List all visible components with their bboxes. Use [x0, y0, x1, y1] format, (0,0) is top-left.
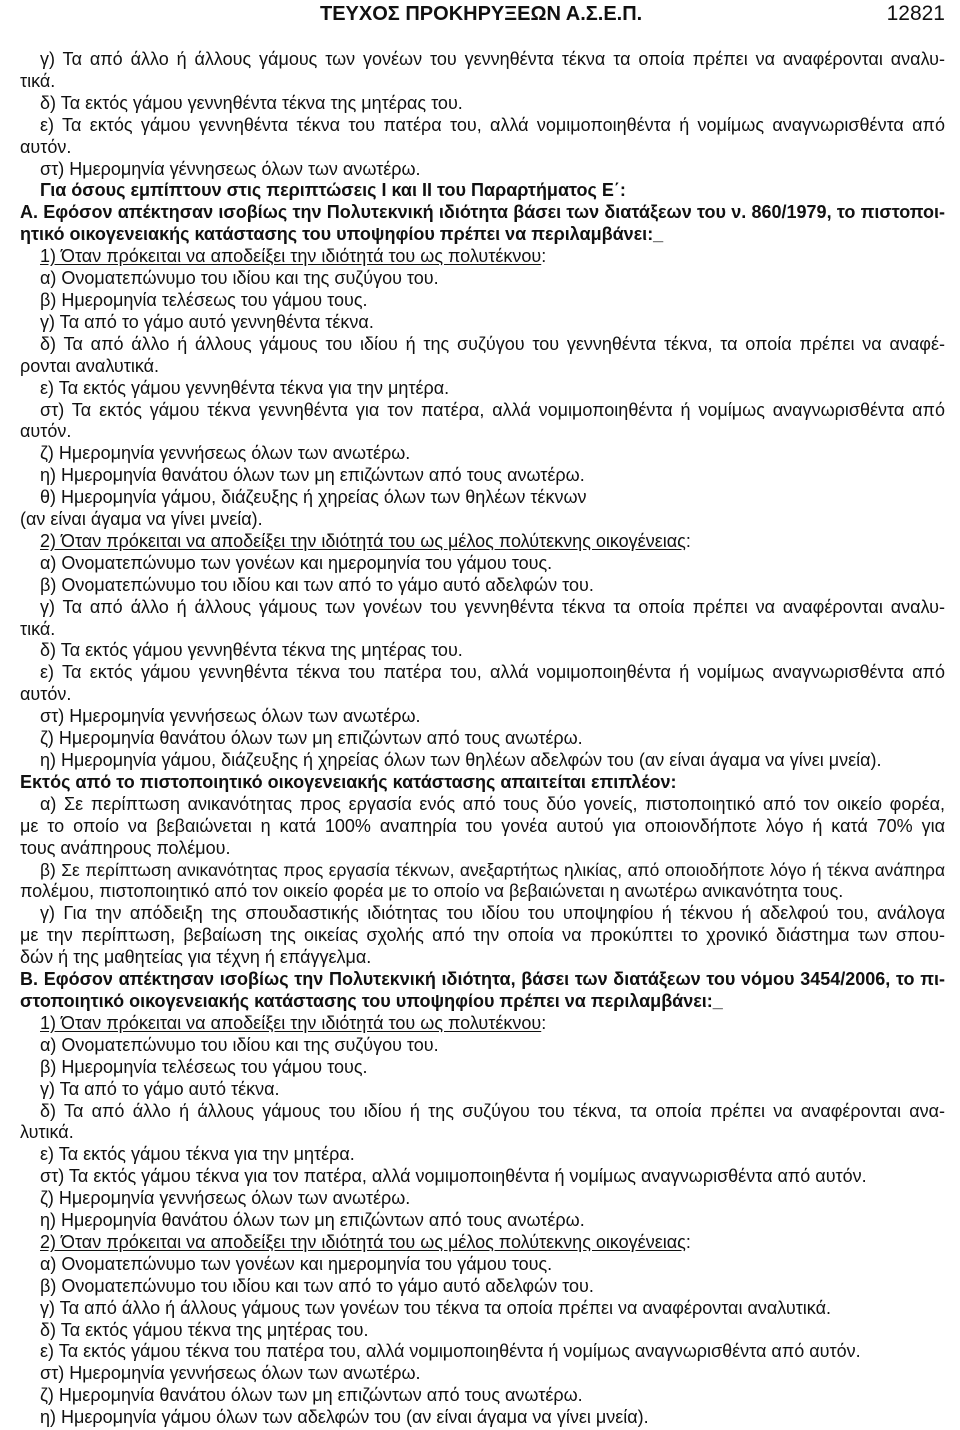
list-item: θ) Ημερομηνία γάμου, διάζευξης ή χηρείας όλων των θηλέων τέκνων	[40, 487, 587, 508]
subsection-title	[20, 531, 945, 553]
list-item: δ) Τα εκτός γάμου γεννηθέντα τέκνα της μητέρας του.	[40, 640, 463, 661]
list-item-continuation: τικά.	[20, 70, 56, 91]
list-item: στ) Ημερομηνία γεννήσεως όλων των ανωτέρω.	[40, 1363, 421, 1384]
list-item: ε) Τα εκτός γάμου γεννηθέντα τέκνα για την μητέρα.	[40, 377, 450, 398]
list-item: β) Ονοματεπώνυμο του ιδίου και των από το γάμο αυτό αδελφών του.	[40, 574, 594, 595]
list-item: γ) Για την απόδειξη της σπουδαστικής ιδιότητας του ιδίου του υποψηφίου ή τέκνου ή αδελφού του, ανάλογα	[40, 903, 945, 924]
list-item-continuation: δών ή της μαθητείας για τέχνη ή επάγγελμα.	[20, 947, 372, 968]
subsection-title-colon: :	[685, 1231, 691, 1252]
subsection-title-colon: :	[685, 530, 691, 551]
list-item-continuation: (αν είναι άγαμα να γίνει μνεία).	[20, 509, 263, 530]
list-item: ε) Τα εκτός γάμου τέκνα του πατέρα του, αλλά νομιμοποιηθέντα ή νομίμως αναγνωρισθέντα από αυτόν.	[40, 1341, 861, 1362]
list-item: α) Ονοματεπώνυμο του ιδίου και της συζύγου του.	[40, 1034, 439, 1055]
section-heading-continuation: στοποιητικό οικογενειακής κατάστασης του υποψηφίου πρέπει να περιλαμβάνει:_	[20, 990, 723, 1011]
list-item: β) Ημερομηνία τελέσεως του γάμου τους.	[40, 289, 368, 310]
list-item: στ) Τα εκτός γάμου τέκνα για τον πατέρα, αλλά νομιμοποιηθέντα ή νομίμως αναγνωρισθέντα από αυτόν.	[40, 1166, 867, 1187]
list-item: η) Ημερομηνία θανάτου όλων των μη επιζώντων από τους ανωτέρω.	[40, 1210, 585, 1231]
list-item: στ) Ημερομηνία γέννησεως όλων των ανωτέρω.	[40, 158, 421, 179]
subsection-title	[20, 1232, 945, 1254]
list-item: ε) Τα εκτός γάμου γεννηθέντα τέκνα του πατέρα του, αλλά νομιμοποιηθέντα ή νομίμως αναγνωρισθέντα από	[40, 114, 945, 135]
subsection-title-text: 1) Όταν πρόκειται να αποδείξει την ιδιότητά του ως πολυτέκνου	[40, 1012, 542, 1033]
list-item: ε) Τα εκτός γάμου γεννηθέντα τέκνα του πατέρα του, αλλά νομιμοποιηθέντα ή νομίμως αναγνωρισθέντα από	[40, 662, 945, 683]
list-item: δ) Τα εκτός γάμου γεννηθέντα τέκνα της μητέρας του.	[40, 92, 463, 113]
list-item: α) Ονοματεπώνυμο του ιδίου και της συζύγου του.	[40, 268, 439, 289]
list-item-continuation: τικά.	[20, 618, 56, 639]
list-item: γ) Τα από άλλο ή άλλους γάμους των γονέων του γεννηθέντα τέκνα τα οποία πρέπει να αναφέρονται αναλυ-	[40, 49, 945, 69]
section-heading: Για όσους εμπίπτουν στις περιπτώσεις I και II του Παραρτήματος Ε΄:	[40, 180, 626, 201]
section-heading-continuation: ητικό οικογενειακής κατάστασης του υποψηφίου πρέπει να περιλαμβάνει:_	[20, 224, 664, 245]
list-item-continuation: τους ανάπηρους πολέμου.	[20, 837, 231, 858]
list-item: η) Ημερομηνία θανάτου όλων των μη επιζώντων από τους ανωτέρω.	[40, 465, 585, 486]
list-item-continuation: με το οποίο να βεβαιώνεται η κατά 100% αναπηρία του γονέα αυτού για οποιονδήποτε λόγο ή κατά 70% για	[20, 815, 945, 836]
list-item: δ) Τα από άλλο ή άλλους γάμους του ιδίου ή της συζύγου του τέκνα, τα οποία πρέπει να αναφέρονται ανα-	[40, 1100, 945, 1121]
list-item: ζ) Ημερομηνία θανάτου όλων των μη επιζώντων από τους ανωτέρω.	[40, 728, 583, 749]
subsection-title-colon: :	[541, 246, 547, 267]
subsection-title-text: 1) Όταν πρόκειται να αποδείξει την ιδιότητά του ως πολυτέκνου	[40, 246, 542, 267]
section-heading-a: Α. Εφόσον απέκτησαν ισοβίως την Πολυτεκνική ιδιότητα βάσει των διατάξεων του ν. 860/1979, το πιστοποι-	[20, 202, 945, 223]
list-item: α) Σε περίπτωση ανικανότητας προς εργασία ενός από τους δύο γονείς, πιστοποιητικό από τον οικείο φορέα,	[40, 793, 945, 814]
list-item: στ) Τα εκτός γάμου τέκνα γεννηθέντα για τον πατέρα, αλλά νομιμοποιηθέντα ή νομίμως αναγνωρισθέντα από	[40, 399, 945, 420]
list-item: γ) Τα από άλλο ή άλλους γάμους των γονέων του γεννηθέντα τέκνα τα οποία πρέπει να αναφέρονται αναλυ-	[40, 596, 945, 617]
subsection-title	[20, 246, 945, 268]
list-item-continuation: λυτικά.	[20, 1122, 74, 1143]
list-item: γ) Τα από άλλο ή άλλους γάμους των γονέων του τέκνα τα οποία πρέπει να αναφέρονται αναλυτικά.	[40, 1297, 831, 1318]
list-item: δ) Τα από άλλο ή άλλους γάμους του ιδίου ή της συζύγου του γεννηθέντα τέκνα, τα οποία πρέπει να αναφέ-	[40, 333, 945, 354]
section-heading-b: Β. Εφόσον απέκτησαν ισοβίως την Πολυτεκνική ιδιότητα, βάσει των διατάξεων του νόμου 3454/2006, το πι-	[20, 969, 945, 990]
list-item: α) Ονοματεπώνυμο των γονέων και ημερομηνία του γάμου τους.	[40, 552, 553, 573]
subsection-title-colon: :	[541, 1012, 547, 1033]
page-number: 12821	[886, 2, 945, 25]
subsection-title	[20, 1013, 945, 1035]
list-item: ζ) Ημερομηνία θανάτου όλων των μη επιζώντων από τους ανωτέρω.	[40, 1385, 583, 1406]
list-item-continuation: με την περίπτωση, βεβαίωση της οικείας σχολής από την οποία να προκύπτει το χρονικό διάστημα των σπου-	[20, 925, 945, 946]
section-heading-extra-requirements: Εκτός από το πιστοποιητικό οικογενειακής κατάστασης απαιτείται επιπλέον:	[20, 771, 677, 792]
list-item: ε) Τα εκτός γάμου τέκνα για την μητέρα.	[40, 1144, 355, 1165]
list-item: β) Ονοματεπώνυμο του ιδίου και των από το γάμο αυτό αδελφών του.	[40, 1275, 594, 1296]
list-item: δ) Τα εκτός γάμου τέκνα της μητέρας του.	[40, 1319, 369, 1340]
document-body	[20, 49, 945, 1429]
list-item-continuation: αυτόν.	[20, 684, 72, 705]
list-item: στ) Ημερομηνία γεννήσεως όλων των ανωτέρω.	[40, 706, 421, 727]
subsection-title-text: 2) Όταν πρόκειται να αποδείξει την ιδιότητά του ως μέλος πολύτεκνης οικογένειας	[40, 530, 686, 551]
list-item-continuation: αυτόν.	[20, 421, 72, 442]
subsection-title-text: 2) Όταν πρόκειται να αποδείξει την ιδιότητά του ως μέλος πολύτεκνης οικογένειας	[40, 1231, 686, 1252]
gazette-issue-title: ΤΕΥΧΟΣ ΠΡΟΚΗΡΥΞΕΩΝ Α.Σ.Ε.Π.	[320, 3, 643, 25]
list-item: β) Σε περίπτωση ανικανότητας προς εργασία τέκνων, ανεξαρτήτως ηλικίας, από οποιοδήποτε λόγο ή τέκνα ανάπηρα	[40, 859, 945, 880]
list-item: α) Ονοματεπώνυμο των γονέων και ημερομηνία του γάμου τους.	[40, 1253, 553, 1274]
list-item: η) Ημερομηνία γάμου, διάζευξης ή χηρείας όλων των θηλέων αδελφών του (αν είναι άγαμα να γίνει μνεία).	[40, 750, 882, 770]
list-item: η) Ημερομηνία γάμου όλων των αδελφών του (αν είναι άγαμα να γίνει μνεία).	[40, 1407, 649, 1428]
list-item: γ) Τα από το γάμο αυτό τέκνα.	[40, 1078, 280, 1099]
list-item: γ) Τα από το γάμο αυτό γεννηθέντα τέκνα.	[40, 311, 374, 332]
list-item-continuation: ρονται αναλυτικά.	[20, 355, 160, 376]
list-item: β) Ημερομηνία τελέσεως του γάμου τους.	[40, 1056, 368, 1077]
list-item-continuation: αυτόν.	[20, 136, 72, 157]
list-item: ζ) Ημερομηνία γεννήσεως όλων των ανωτέρω.	[40, 1188, 411, 1209]
list-item-continuation: πολέμου, πιστοποιητικό από τον οικείο φορέα με το οποίο να βεβαιώνεται η ανωτέρω ανικανότητα τους.	[20, 881, 844, 902]
list-item: ζ) Ημερομηνία γεννήσεως όλων των ανωτέρω.	[40, 443, 411, 464]
